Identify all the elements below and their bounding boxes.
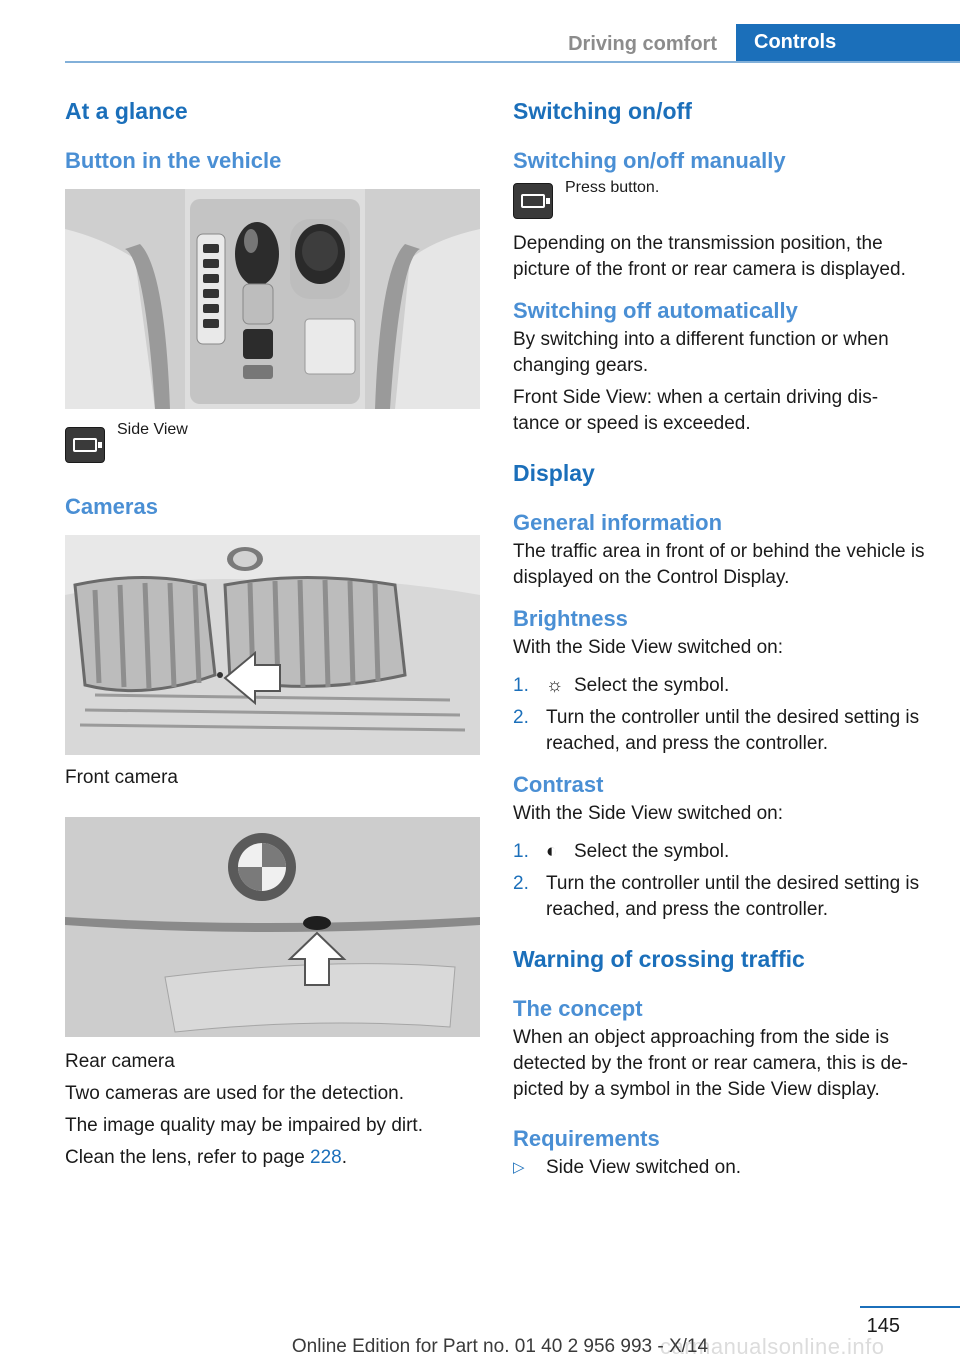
side-view-button-icon	[513, 183, 553, 219]
side-view-button-icon	[65, 427, 105, 463]
center-console-illustration	[65, 189, 480, 409]
caption-front-camera: Front camera	[65, 767, 178, 788]
requirement-item: ▷ Side View switched on.	[513, 1155, 928, 1181]
press-button-text: Press button.	[565, 179, 660, 196]
press-button-row	[513, 179, 928, 219]
heading-display: Display	[513, 460, 595, 486]
page-228-link[interactable]: 228	[310, 1147, 342, 1168]
heading-switching-manually: Switching on/off manually	[513, 148, 786, 173]
contrast-steps	[513, 839, 928, 923]
brightness-steps	[513, 673, 928, 757]
heading-warning-crossing: Warning of crossing traffic	[513, 946, 805, 972]
center-console-figure	[65, 189, 480, 409]
heading-at-a-glance: At a glance	[65, 98, 188, 124]
clean-lens-text: Clean the lens, refer to page	[65, 1147, 311, 1168]
contrast-intro: With the Side View switched on:	[513, 803, 784, 824]
left-column	[65, 95, 480, 1171]
side-view-label: Side View	[117, 421, 188, 438]
para-concept: When an object approaching from the side is detected by the front or rear camera, this is de‐ picted by a symbol in the Side View display.	[513, 1027, 908, 1100]
front-camera-figure	[65, 535, 480, 755]
contrast-step-1: 1. ◐ Select the symbol.	[513, 839, 928, 865]
heading-contrast: Contrast	[513, 772, 604, 797]
para-image-quality: The image quality may be impaired by dirt.	[65, 1115, 423, 1136]
rear-tailgate-illustration	[65, 817, 480, 1037]
footer-rule	[860, 1306, 960, 1308]
contrast-step-2: 2. Turn the controller until the desired setting is reached, and press the controller.	[513, 873, 920, 920]
brightness-intro: With the Side View switched on:	[513, 637, 784, 658]
heading-switching-auto: Switching off automatically	[513, 298, 798, 323]
heading-general-info: General information	[513, 510, 723, 535]
heading-switching: Switching on/off	[513, 98, 692, 124]
heading-requirements: Requirements	[513, 1126, 660, 1151]
para-general: The traffic area in front of or behind the vehicle is displayed on the Control Display.	[513, 541, 925, 588]
heading-button-in-vehicle: Button in the vehicle	[65, 148, 282, 173]
rear-camera-figure	[65, 817, 480, 1037]
watermark: carmanualsonline.info	[660, 1334, 885, 1359]
para-auto-2: Front Side View: when a certain driving dis‐ tance or speed is exceeded.	[513, 387, 879, 434]
para-depending: Depending on the transmission position, the picture of the front or rear camera is displayed.	[513, 233, 906, 280]
front-grille-illustration	[65, 535, 480, 755]
footer-edition: Online Edition for Part no. 01 40 2 956 993 - X/14	[291, 1336, 709, 1357]
side-view-button-row	[65, 421, 480, 463]
brightness-step-1: 1. ☼ Select the symbol.	[513, 673, 928, 699]
triangle-bullet-icon: ▷	[513, 1159, 525, 1176]
heading-cameras: Cameras	[65, 494, 158, 519]
para-auto-1: By switching into a different function or when changing gears.	[513, 329, 889, 376]
contrast-half-circle-icon: ◐	[546, 841, 558, 862]
heading-brightness: Brightness	[513, 606, 628, 631]
brightness-step-2: 2. Turn the controller until the desired setting is reached, and press the controller.	[513, 707, 920, 754]
para-clean-lens: Clean the lens, refer to page 228.	[65, 1147, 348, 1168]
heading-concept: The concept	[513, 996, 643, 1021]
para-two-cameras: Two cameras are used for the detection.	[65, 1083, 405, 1104]
brightness-sun-icon: ☼	[546, 675, 564, 696]
requirements-list	[513, 1155, 928, 1181]
header-chapter-tab: Controls	[736, 24, 960, 61]
page-number: 145	[866, 1315, 900, 1337]
right-column	[513, 95, 928, 1181]
header-section: Driving comfort	[568, 33, 717, 55]
header-rule	[65, 61, 960, 63]
caption-rear-camera: Rear camera	[65, 1051, 175, 1072]
